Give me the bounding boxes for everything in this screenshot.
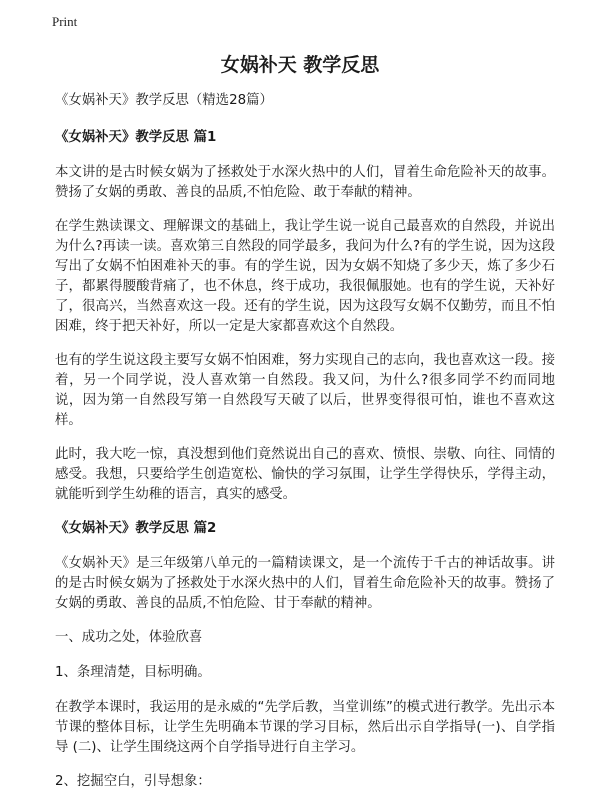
paragraph: 也有的学生说这段主要写女娲不怕困难，努力实现自己的志向，我也喜欢这一段。接着，另一个同学说，没人喜欢第一自然段。我又问，为什么?很多同学不约而同地说，因为第一自然段写第一自然段写天破了以后，世界变得很可怕，谁也不喜欢这样。 [55, 353, 555, 428]
subheading: 1、条理清楚，目标明确。 [55, 665, 211, 680]
subheading: 2、挖掘空白，引导想象： [55, 774, 211, 789]
paragraph: 本文讲的是古时候女娲为了拯救处于水深火热中的人们，冒着生命危险补天的故事。赞扬了女娲的勇敢、善良的品质,不怕危险、敢于奉献的精神。 [55, 165, 555, 200]
subheading: 一、成功之处，体验欣喜 [55, 630, 203, 645]
paragraph: 此时，我大吃一惊，真没想到他们竟然说出自己的喜欢、愤恨、崇敬、向往、同情的感受。我想，只要给学生创造宽松、愉快的学习氛围，让学生学得快乐，学得主动，就能听到学生幼稚的语言，真实的感受。 [55, 447, 555, 502]
section-heading-1: 《女娲补天》教学反思 篇1 [55, 130, 217, 145]
paragraph: 在教学本课时，我运用的是永威的“先学后教，当堂训练”的模式进行教学。先出示本节课的整体目标，让学生先明确本节课的学习目标，然后出示自学指导(一)、自学指导 (二)、让学生围绕这两个自学指导进行自主学习。 [55, 700, 555, 755]
article-body [55, 91, 555, 807]
paragraph: 《女娲补天》是三年级第八单元的一篇精读课文，是一个流传于千古的神话故事。讲的是古时候女娲为了拯救处于水深火热中的人们，冒着生命危险补天的故事。赞扬了女娲的勇敢、善良的品质,不怕危险、甘于奉献的精神。 [55, 556, 555, 611]
article-intro: 《女娲补天》教学反思（精选28篇） [55, 93, 273, 108]
page-title: 女娲补天 教学反思 [220, 54, 380, 76]
section-heading-2: 《女娲补天》教学反思 篇2 [55, 521, 217, 536]
print-link[interactable]: Print [52, 14, 78, 29]
paragraph: 在学生熟读课文、理解课文的基础上，我让学生说一说自己最喜欢的自然段，并说出为什么?再读一读。喜欢第三自然段的同学最多，我问为什么?有的学生说，因为这段写出了女娲不怕困难补天的事。有的学生说，因为女娲不知烧了多少天，炼了多少石子，都累得腰酸背痛了，也不休息，终于成功，我很佩服她。也有的学生说，天补好了，很高兴，当然喜欢这一段。还有的学生说，因为这段写女娲不仅勤劳，而且不怕困难，终于把天补好，所以一定是大家都喜欢这个自然段。 [55, 219, 555, 334]
